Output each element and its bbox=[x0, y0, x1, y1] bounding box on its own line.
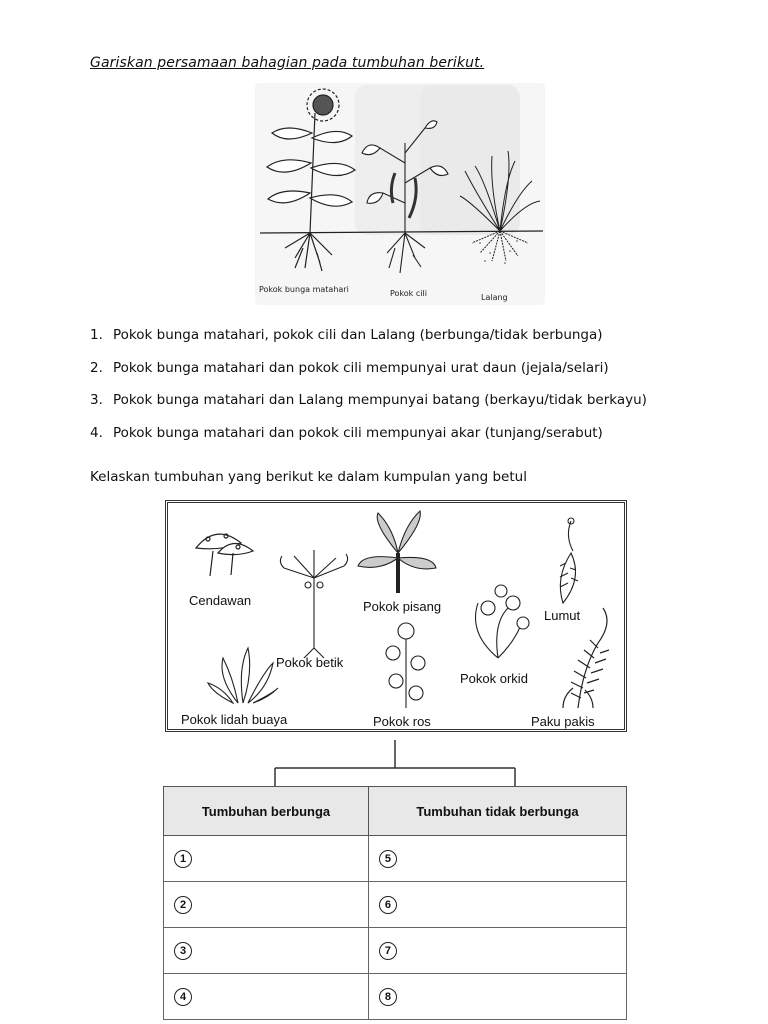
plant-label-ros: Pokok ros bbox=[373, 714, 431, 729]
plant-label-pisang: Pokok pisang bbox=[363, 599, 442, 614]
figure-label-sunflower: Pokok bunga matahari bbox=[259, 285, 349, 294]
instruction-title-2: Kelaskan tumbuhan yang berikut ke dalam kumpulan yang betul bbox=[90, 469, 527, 485]
answer-cell[interactable] bbox=[164, 974, 369, 1020]
row-number-badge: 8 bbox=[379, 988, 397, 1006]
plants-figure bbox=[255, 83, 545, 305]
figure-label-lalang: Lalang bbox=[481, 293, 508, 302]
plant-label-cendawan: Cendawan bbox=[189, 593, 252, 608]
row-number-badge: 7 bbox=[379, 942, 397, 960]
table-row bbox=[164, 836, 627, 882]
question-number: 1. bbox=[90, 327, 103, 343]
row-number-badge: 1 bbox=[174, 850, 192, 868]
question-number: 3. bbox=[90, 392, 103, 408]
row-number-badge: 2 bbox=[174, 896, 192, 914]
aloe-drawing bbox=[208, 648, 278, 703]
plant-label-orkid: Pokok orkid bbox=[460, 671, 528, 686]
plant-label-lidah-buaya: Pokok lidah buaya bbox=[181, 712, 288, 727]
header-flowering: Tumbuhan berbunga bbox=[164, 787, 369, 836]
question-text: Pokok bunga matahari dan pokok cili mempunyai urat daun (jejala/selari) bbox=[113, 359, 609, 376]
classification-table bbox=[163, 786, 627, 1020]
table-row bbox=[164, 974, 627, 1020]
question-item bbox=[90, 425, 647, 458]
plants-illustration bbox=[255, 83, 545, 305]
row-number-badge: 5 bbox=[379, 850, 397, 868]
plant-label-paku-pakis: Paku pakis bbox=[531, 714, 595, 729]
plant-label-betik: Pokok betik bbox=[276, 655, 344, 670]
question-number: 4. bbox=[90, 424, 103, 441]
figure-label-chili: Pokok cili bbox=[390, 289, 427, 298]
question-number: 2. bbox=[90, 359, 103, 376]
row-number-badge: 4 bbox=[174, 988, 192, 1006]
answer-cell[interactable] bbox=[368, 928, 626, 974]
question-text: Pokok bunga matahari, pokok cili dan Lalang (berbunga/tidak berbunga) bbox=[113, 327, 603, 343]
header-non-flowering: Tumbuhan tidak berbunga bbox=[368, 787, 626, 836]
papaya-drawing bbox=[280, 550, 347, 658]
table-row bbox=[164, 882, 627, 928]
question-list bbox=[90, 327, 647, 457]
question-item bbox=[90, 327, 647, 360]
orchid-drawing bbox=[476, 585, 530, 658]
table-row bbox=[164, 928, 627, 974]
connector-lines bbox=[160, 740, 640, 790]
answer-cell[interactable] bbox=[368, 836, 626, 882]
instruction-title-1: Gariskan persamaan bahagian pada tumbuhan berikut. bbox=[90, 55, 485, 71]
answer-cell[interactable] bbox=[368, 882, 626, 928]
question-text: Pokok bunga matahari dan pokok cili mempunyai akar (tunjang/serabut) bbox=[113, 424, 603, 441]
answer-cell[interactable] bbox=[164, 882, 369, 928]
row-number-badge: 3 bbox=[174, 942, 192, 960]
question-item bbox=[90, 360, 647, 393]
mushroom-drawing bbox=[196, 534, 253, 576]
answer-cell[interactable] bbox=[164, 928, 369, 974]
answer-cell[interactable] bbox=[368, 974, 626, 1020]
answer-cell[interactable] bbox=[164, 836, 369, 882]
plant-label-lumut: Lumut bbox=[544, 608, 581, 623]
moss-drawing bbox=[560, 518, 578, 603]
fern-drawing bbox=[563, 608, 609, 708]
banana-drawing bbox=[358, 511, 436, 593]
plant-classification-box bbox=[165, 500, 627, 732]
question-item bbox=[90, 392, 647, 425]
row-number-badge: 6 bbox=[379, 896, 397, 914]
question-text: Pokok bunga matahari dan Lalang mempunyai batang (berkayu/tidak berkayu) bbox=[113, 392, 647, 408]
rose-drawing bbox=[386, 623, 425, 708]
